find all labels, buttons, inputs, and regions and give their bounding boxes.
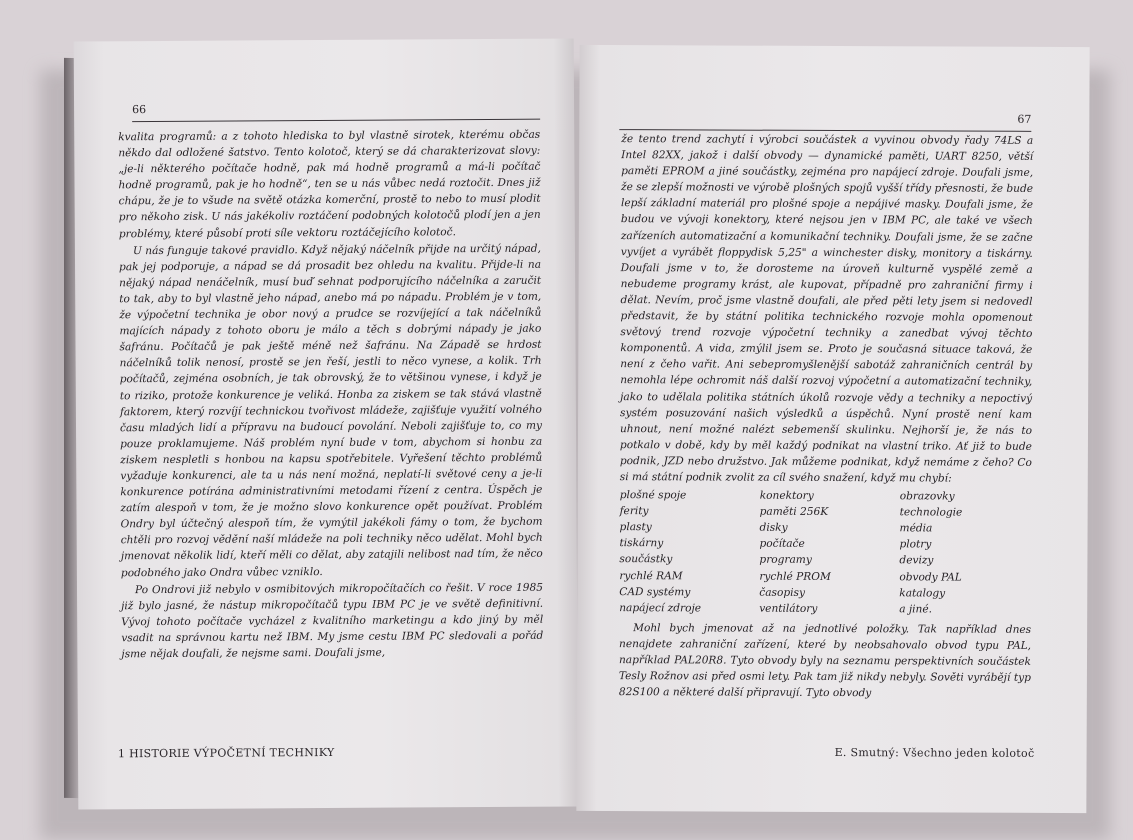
table-cell: počítače <box>759 538 805 551</box>
paragraph: že tento trend zachytí i výrobci součástek a vyvinou obvody řady 74LS a Intel 82XX, jakož i další obvody — dynamické paměti, UART 8250, větší paměti EPROM a jiné součástky, zejména pro napájecí zdroje. Doufali jsme, že se zlepší možnosti ve výrobě plošných spojů vyšší třídy přesnosti, že bude lepší základní materiál pro plošné spoje a nepájivé masky. Doufali jsme, že budou ve vývoji konektory, které nejsou jen v IBM PC, ale také ve všech zařízeních automatizační a komunikační techniky. Doufali jsme, že se začne vyvíjet a vyrábět floppydisk 5,25" a winchester disky, monitory a tiskárny. Doufali jsme v to, že dorosteme na úroveň kulturně vyspělé země a nebudeme programy krást, ale kupovat, případně pro zahraniční firmy i dělat. Nevím, proč jsme vlastně doufali, ale před pěti lety jsem si nedovedl představit, že by státní politika technického rozvoje mohla opomenout světový trend rozvoje výpočetní techniky a zanedbat vývoj těchto komponentů. A vida, zmýlil jsem se. Proto je současná situace taková, že není z čeho vařit. Ani sebepromyšlenější sabotáž zahraničních centrál by nemohla lépe ochromit náš další rozvoj výpočetní a automatizační techniky, jako to udělala politika státních úkolů rozvoje vědy a techniky a nepoctivý systém posuzování našich výsledků a úspěchů. Nyní prostě není kam uhnout, není možné nalézt sebemenší skulinku. Nejhorší je, že nás to potkalo v době, kdy by měl každý podnikat na vlastní triko. Ať již to bude podnik, JZD nebo družstvo. Jak můžeme podnikat, když nemáme z čeho? Co si má státní podnik zvolit za cíl svého snažení, když mu chybí: <box>619 133 1034 485</box>
left-body-text <box>118 127 543 663</box>
table-cell: devizy <box>899 554 934 567</box>
table-cell: paměti 256K <box>759 505 829 519</box>
paragraph: U nás funguje takové pravidlo. Když nějaký náčelník přijde na určitý nápad, pak jej podporuje, a nápad se dá prosadit bez ohledu na kvalitu. Přijde-li na nějaký nápad nenáčelník, musí buď sehnat podporujícího náčelníka a zaručit to tak, aby to byl vlastně jeho nápad, anebo má po nápadu. Problém je v tom, že výpočetní technika je obor nový a prudce se rozvíjející a tak náčelníků majících nápady z tohoto oboru je málo a těch s dobrými nápady je jako šafránu. Počítačů je pak ještě méně než šafránu. Na Západě se hrdost náčelníků tolik nenosí, prostě se jen řeší, jestli to něco vynese, a kolik. Trh počítačů, zejména osobních, je tak obrovský, že to většinou vynese, i když je to riziko, protože konkurence je veliká. Honba za ziskem se tak stává vlastně faktorem, který rozvíjí technickou tvořivost mládeže, zajišťuje využití volného času mladých lidí a přípravu na budoucí povolání. Neboli zajišťuje to, co my pouze proklamujeme. Náš problém nyní bude v tom, abychom si honbu za ziskem nespletli s honbou na kapsu spotřebitele. Vyřešení těchto problémů vyžaduje konkurenci, ale ta u nás není možná, neplatí-li světové ceny a je-li konkurence potírána administrativními metodami řízení z centra. Úspěch je zatím alespoň v tom, že je možno slovo konkurence opět používat. Problém Ondry byl účtečný alespoň tím, že vymýtil jakékoli fámy o tom, že bychom chtěli pro rozvoj vědění naší mládeže na poli techniky něco udělat. Mohl bych jmenovat několik lidí, kteří měli co dělat, aby zatajili nelibost nad tím, že něco podobného jako Ondra vůbec vzniklo. <box>119 242 543 579</box>
footer-left: 1 HISTORIE VÝPOČETNÍ TECHNIKY <box>117 745 335 761</box>
table-cell: a jiné. <box>899 603 933 616</box>
table-cell: časopisy <box>759 586 805 599</box>
table-cell: programy <box>759 554 812 567</box>
table-cell: obrazovky <box>899 490 955 503</box>
table-cell: plošné spoje <box>619 489 687 502</box>
table-cell: plasty <box>619 521 652 534</box>
table-cell: média <box>899 522 933 535</box>
paragraph: kvalita programů: a z tohoto hlediska to byl vlastně sirotek, kterému občas někdo dal odložené šatstvo. Tento kolotoč, který se dá charakterizovat slovy: „je-li některého počítače hodně, pak má hodně programů a má-li počítač hodně programů, pak je ho hodně“, ten se u nás vůbec nedá roztočit. Dnes již chápu, že je to všude na světě otázka komerční, prostě to nebo to musí plodit pro někoho zisk. U nás jakékoliv roztáčení podobných kolotočů plodí jen a jen problémy, které působí proti síle vektoru roztáčejícího kolotoč. <box>118 128 541 240</box>
left-page <box>74 38 579 809</box>
footer-right: E. Smutný: Všechno jeden kolotoč <box>834 746 1035 760</box>
table-cell: disky <box>759 521 788 535</box>
missing-items-table <box>619 487 1032 618</box>
table-cell: rychlé RAM <box>619 569 683 582</box>
page-number-left: 66 <box>132 103 147 117</box>
table-cell: obvody PAL <box>899 570 962 584</box>
table-cell: napájecí zdroje <box>619 601 702 615</box>
table-cell: technologie <box>899 506 963 519</box>
table-cell: konektory <box>759 489 814 502</box>
table-cell: ventilátory <box>759 602 818 615</box>
right-body-text <box>619 131 1033 702</box>
table-cell: tiskárny <box>619 537 664 550</box>
table-cell: rychlé PROM <box>759 570 831 583</box>
header-rule-left <box>132 119 540 122</box>
table-cell: součástky <box>619 553 673 566</box>
paragraph: Po Ondrovi již nebylo v osmibitových mikropočítačích co řešit. V roce 1985 již bylo jasné, že nástup mikropočítačů typu IBM PC je ve světě definitivní. Vývoj tohoto počítače vycházel z kvalitního marketingu a kdo jiný by měl vsadit na správnou kartu než IBM. My jsme cestu IBM PC sledovali a pořád jsme nějak doufali, že nejsme sami. Doufali jsme, <box>121 581 544 661</box>
right-page <box>576 45 1089 813</box>
table-cell: katalogy <box>899 586 946 600</box>
paragraph: Mohl bych jmenovat až na jednotlivé položky. Tak například dnes nenajdete zahraniční zařízení, které by neobsahovalo obvod typu PAL, například PAL20R8. Tyto obvody byly na seznamu perspektivních součástek Tesly Rožnov asi před osmi lety. Pak tam již nikdy nebyly. Sověti vyrábějí typ 82S100 a některé další připravují. Tyto obvody <box>618 621 1032 700</box>
page-number-right: 67 <box>1017 112 1032 126</box>
table-cell: plotry <box>899 538 932 551</box>
table-cell: CAD systémy <box>619 585 691 599</box>
table-cell: ferity <box>619 505 649 518</box>
